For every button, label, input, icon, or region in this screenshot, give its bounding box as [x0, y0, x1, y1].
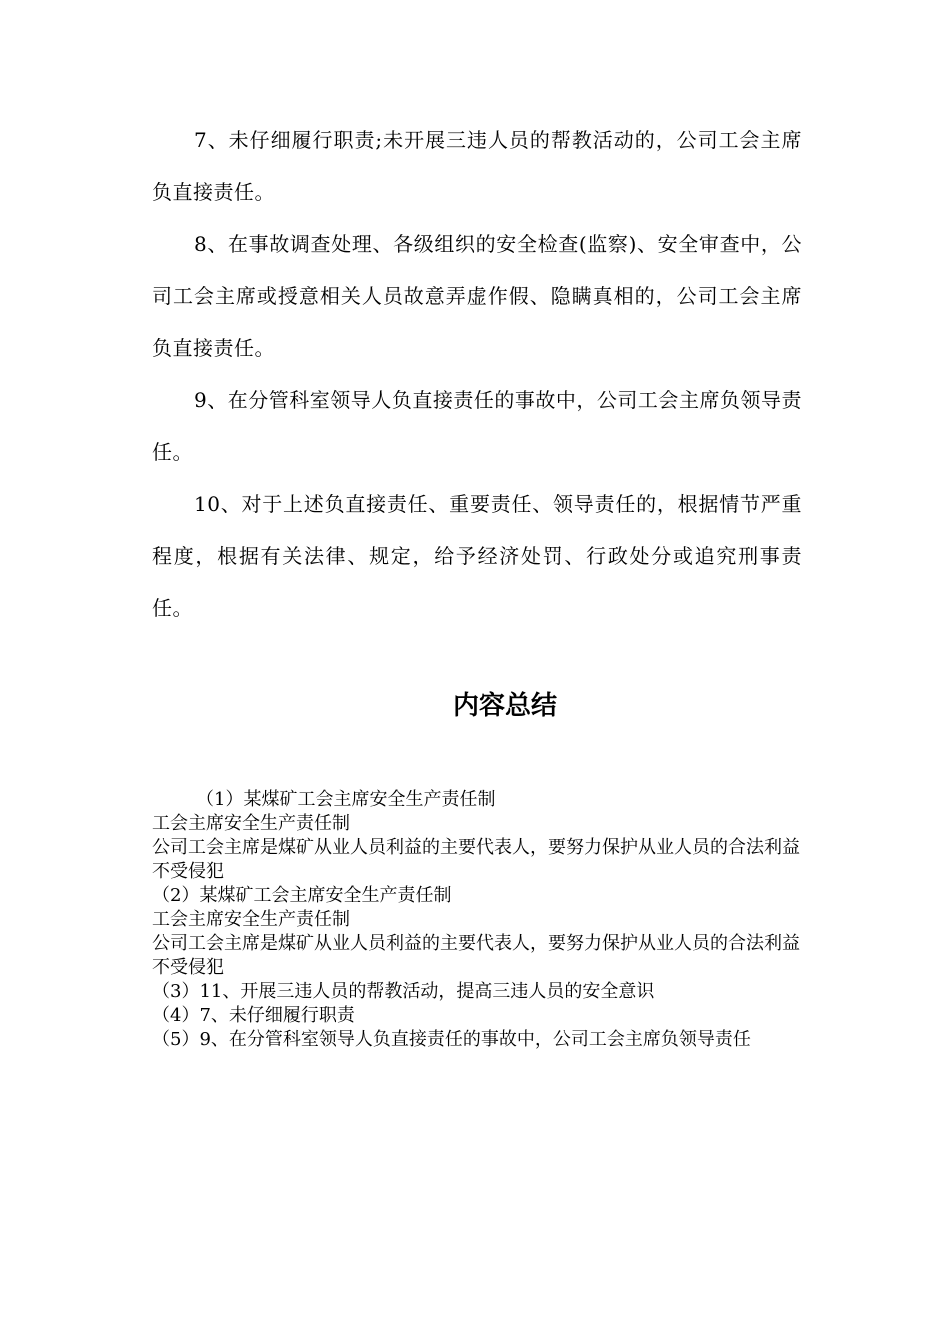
paragraph-7: 7、未仔细履行职责;未开展三违人员的帮教活动的，公司工会主席负直接责任。: [152, 128, 802, 204]
summary-list: [152, 788, 802, 1052]
summary-line: （5）9、在分管科室领导人负直接责任的事故中，公司工会主席负领导责任: [152, 1029, 751, 1050]
paragraph-8: 8、在事故调查处理、各级组织的安全检查(监察)、安全审查中，公司工会主席或授意相关人员故意弄虚作假、隐瞒真相的，公司工会主席负直接责任。: [152, 232, 802, 360]
summary-title: 内容总结: [452, 691, 557, 721]
body-text: [152, 114, 802, 634]
summary-line: 公司工会主席是煤矿从业人员利益的主要代表人，要努力保护从业人员的合法利益不受侵犯: [152, 837, 800, 882]
paragraph-10: 10、对于上述负直接责任、重要责任、领导责任的，根据情节严重程度，根据有关法律、规定，给予经济处罚、行政处分或追究刑事责任。: [152, 492, 802, 620]
summary-line: 工会主席安全生产责任制: [152, 813, 350, 834]
paragraph-9: 9、在分管科室领导人负直接责任的事故中，公司工会主席负领导责任。: [152, 388, 802, 464]
summary-line: （3）11、开展三违人员的帮教活动，提高三违人员的安全意识: [152, 981, 655, 1002]
summary-line: （4）7、未仔细履行职责: [152, 1005, 355, 1026]
summary-line: 工会主席安全生产责任制: [152, 909, 350, 930]
summary-line: （2）某煤矿工会主席安全生产责任制: [152, 885, 452, 906]
summary-line: （1）某煤矿工会主席安全生产责任制: [196, 789, 496, 810]
summary-line: 公司工会主席是煤矿从业人员利益的主要代表人，要努力保护从业人员的合法利益不受侵犯: [152, 933, 800, 978]
